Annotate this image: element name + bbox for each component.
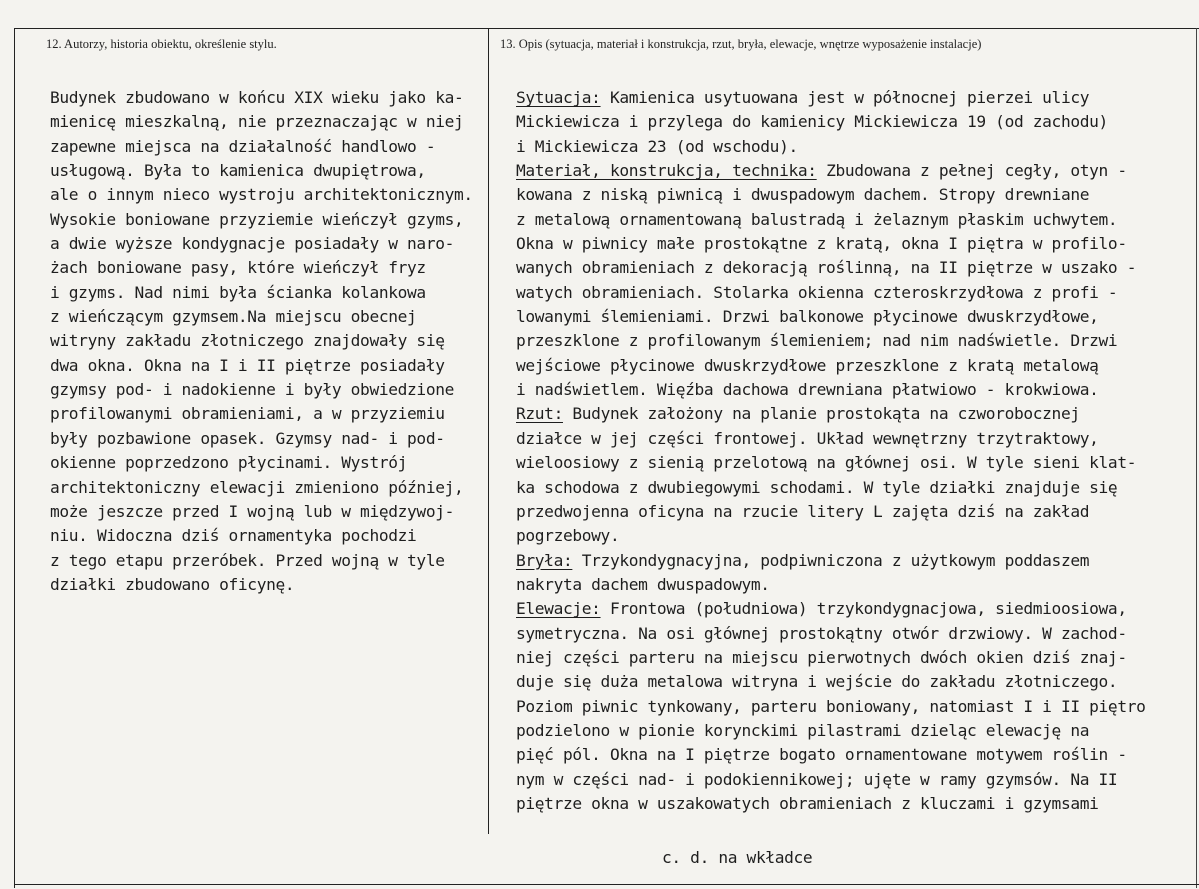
description-text: wejściowe płycinowe dwuskrzydłowe przeszklone z kratą metalową xyxy=(516,355,1099,375)
section-12-header: 12. Autorzy, historia obiektu, określenie stylu. xyxy=(46,37,277,51)
top-border-line xyxy=(14,28,1199,29)
description-text: przeszklone z profilowanym ślemieniem; nad nim nadświetle. Drzwi xyxy=(516,331,1118,351)
history-text-line: z tego etapu przeróbek. Przed wojną w tyle xyxy=(50,550,445,570)
description-text: nakryta dachem dwuspadowym. xyxy=(516,574,770,594)
description-text: Okna w piwnicy małe prostokątne z kratą, okna I piętra w profilo- xyxy=(516,234,1127,254)
description-text: Poziom piwnic tynkowany, parteru boniowany, natomiast I i II piętro xyxy=(516,696,1146,716)
continuation-note: c. d. na wkładce xyxy=(662,848,813,867)
description-text: ka schodowa z dwubiegowymi schodami. W tyle działki znajduje się xyxy=(516,477,1118,497)
history-text-line: działki zbudowano oficynę. xyxy=(50,574,295,594)
description-text: piętrze okna w uszakowatych obramieniach z kluczami i gzymsami xyxy=(516,793,1099,813)
description-text-line xyxy=(516,378,1199,402)
history-text-line: gzymsy pod- i nadokienne i były obwiedzione xyxy=(50,380,455,400)
description-text: wieloosiowy z sienią przelotową na głównej osi. W tyle sieni klat- xyxy=(516,453,1137,473)
description-text-line xyxy=(516,573,1199,597)
description-text-line xyxy=(516,549,1199,573)
history-text-line: i gzyms. Nad nimi była ścianka kolankowa xyxy=(50,282,426,302)
description-text-line xyxy=(516,524,1199,548)
history-text-line: dwa okna. Okna na I i II piętrze posiadały xyxy=(50,355,445,375)
history-text-line: Wysokie boniowane przyziemie wieńczył gzyms, xyxy=(50,209,464,229)
left-border-line xyxy=(14,28,15,888)
history-text-line: a dwie wyższe kondygnacje posiadały w naro- xyxy=(50,234,455,254)
description-text: Kamienica usytuowana jest w północnej pierzei ulicy xyxy=(600,88,1090,107)
description-text: nym w części nad- i podokiennikowej; ujęte w ramy gzymsów. Na II xyxy=(516,769,1118,789)
description-text: lowanymi ślemieniami. Drzwi balkonowe płycinowe dwuskrzydłowe, xyxy=(516,307,1099,327)
history-text-line: okienne poprzedzono płycinami. Wystrój xyxy=(50,453,408,473)
description-text-line xyxy=(516,500,1199,524)
description-text-line xyxy=(516,427,1199,451)
history-text-line: z wieńczącym gzymsem.Na miejscu obecnej xyxy=(50,307,417,327)
history-text-line: żach boniowane pasy, które wieńczył fryz xyxy=(50,258,426,278)
description-text-line xyxy=(516,622,1199,646)
description-text-line xyxy=(516,597,1199,621)
description-text-line xyxy=(516,183,1199,207)
description-text: Trzykondygnacyjna, podpiwniczona z użytkowym poddaszem xyxy=(572,550,1090,570)
description-text-line xyxy=(516,281,1199,305)
history-text-line: może jeszcze przed I wojną lub w międzywoj- xyxy=(50,501,455,521)
history-text-line: architektoniczny elewacji zmieniono później, xyxy=(50,477,464,497)
description-text-line xyxy=(516,135,1199,159)
description-text: i Mickiewicza 23 (od wschodu). xyxy=(516,136,798,156)
description-text: niej części parteru na miejscu pierwotnych dwóch okien dziś znaj- xyxy=(516,647,1127,667)
description-text-line xyxy=(516,159,1199,183)
description-text-line xyxy=(516,695,1199,719)
history-text-line: ale o innym nieco wystroju architektonicznym. xyxy=(50,185,473,205)
description-text: wanych obramieniach z dekoracją roślinną, na II piętrze w uszako - xyxy=(516,258,1137,278)
history-text-line: witryny zakładu złotniczego znajdowały się xyxy=(50,331,445,351)
section-heading-label: Sytuacja: xyxy=(516,88,601,107)
description-text-line xyxy=(516,329,1199,353)
description-text-line xyxy=(516,743,1199,767)
description-text: Zbudowana z pełnej cegły, otyn - xyxy=(816,161,1127,181)
description-text: pogrzebowy. xyxy=(516,526,620,546)
section-13-header: 13. Opis (sytuacja, materiał i konstrukcja, rzut, bryła, elewacje, wnętrze wyposażenie instalacje) xyxy=(500,37,982,51)
section-heading-label: Rzut: xyxy=(516,404,563,424)
description-text: z metalową ornamentowaną balustradą i żelaznym płaskim uchwytem. xyxy=(516,209,1118,229)
description-text-line xyxy=(516,451,1199,475)
description-text-line xyxy=(516,208,1199,232)
description-text: i nadświetlem. Więźba dachowa drewniana płatwiowo - krokwiowa. xyxy=(516,380,1099,400)
description-text-line xyxy=(516,305,1199,329)
history-text-line: usługową. Była to kamienica dwupiętrowa, xyxy=(50,161,426,181)
description-text-line xyxy=(516,768,1199,792)
description-text-line xyxy=(516,476,1199,500)
section-heading-label: Materiał, konstrukcja, technika: xyxy=(516,161,817,181)
description-text: działce w jej części frontowej. Układ wewnętrzny trzytraktowy, xyxy=(516,428,1099,448)
description-text: duje się duża metalowa witryna i wejście do zakładu złotniczego. xyxy=(516,672,1118,692)
description-text: watych obramieniach. Stolarka okienna czteroskrzydłowa z profi - xyxy=(516,282,1118,302)
description-text-column xyxy=(516,86,1199,816)
section-heading-label: Elewacje: xyxy=(516,599,601,619)
description-text-line xyxy=(516,354,1199,378)
description-text: przedwojenna oficyna na rzucie litery L zajęta dziś na zakład xyxy=(516,501,1090,521)
history-text-line: były pozbawione opasek. Gzymsy nad- i pod- xyxy=(50,428,445,448)
description-text-line xyxy=(516,110,1199,134)
description-text-line xyxy=(516,719,1199,743)
description-text-line xyxy=(516,86,1199,110)
history-text-line: profilowanymi obramieniami, a w przyziemiu xyxy=(50,404,445,424)
description-text-line xyxy=(516,670,1199,694)
description-text: kowana z niską piwnicą i dwuspadowym dachem. Stropy drewniane xyxy=(516,185,1090,205)
description-text: Mickiewicza i przylega do kamienicy Mickiewicza 19 (od zachodu) xyxy=(516,112,1108,132)
description-text: podzielono w pionie korynckimi pilastrami dzieląc elewację na xyxy=(516,720,1090,740)
bottom-border-line xyxy=(14,884,1199,885)
description-text-line xyxy=(516,232,1199,256)
history-text-line: mienicę mieszkalną, nie przeznaczając w niej xyxy=(50,112,464,132)
history-text-line: niu. Widoczna dziś ornamentyka pochodzi xyxy=(50,526,417,546)
description-text-line xyxy=(516,402,1199,426)
history-text-column xyxy=(50,86,496,597)
description-text: Budynek założony na planie prostokąta na czworobocznej xyxy=(562,404,1080,424)
description-text-line xyxy=(516,256,1199,280)
history-text-line: zapewne miejsca na działalność handlowo - xyxy=(50,136,436,156)
history-text-line: Budynek zbudowano w końcu XIX wieku jako ka- xyxy=(50,88,464,107)
description-text: symetryczna. Na osi głównej prostokątny otwór drzwiowy. W zachod- xyxy=(516,623,1127,643)
description-text: pięć pól. Okna na I piętrze bogato ornamentowane motywem roślin - xyxy=(516,745,1127,765)
description-text-line xyxy=(516,646,1199,670)
description-text: Frontowa (południowa) trzykondygnacjowa, siedmioosiowa, xyxy=(600,599,1127,619)
section-heading-label: Bryła: xyxy=(516,550,573,570)
description-text-line xyxy=(516,792,1199,816)
